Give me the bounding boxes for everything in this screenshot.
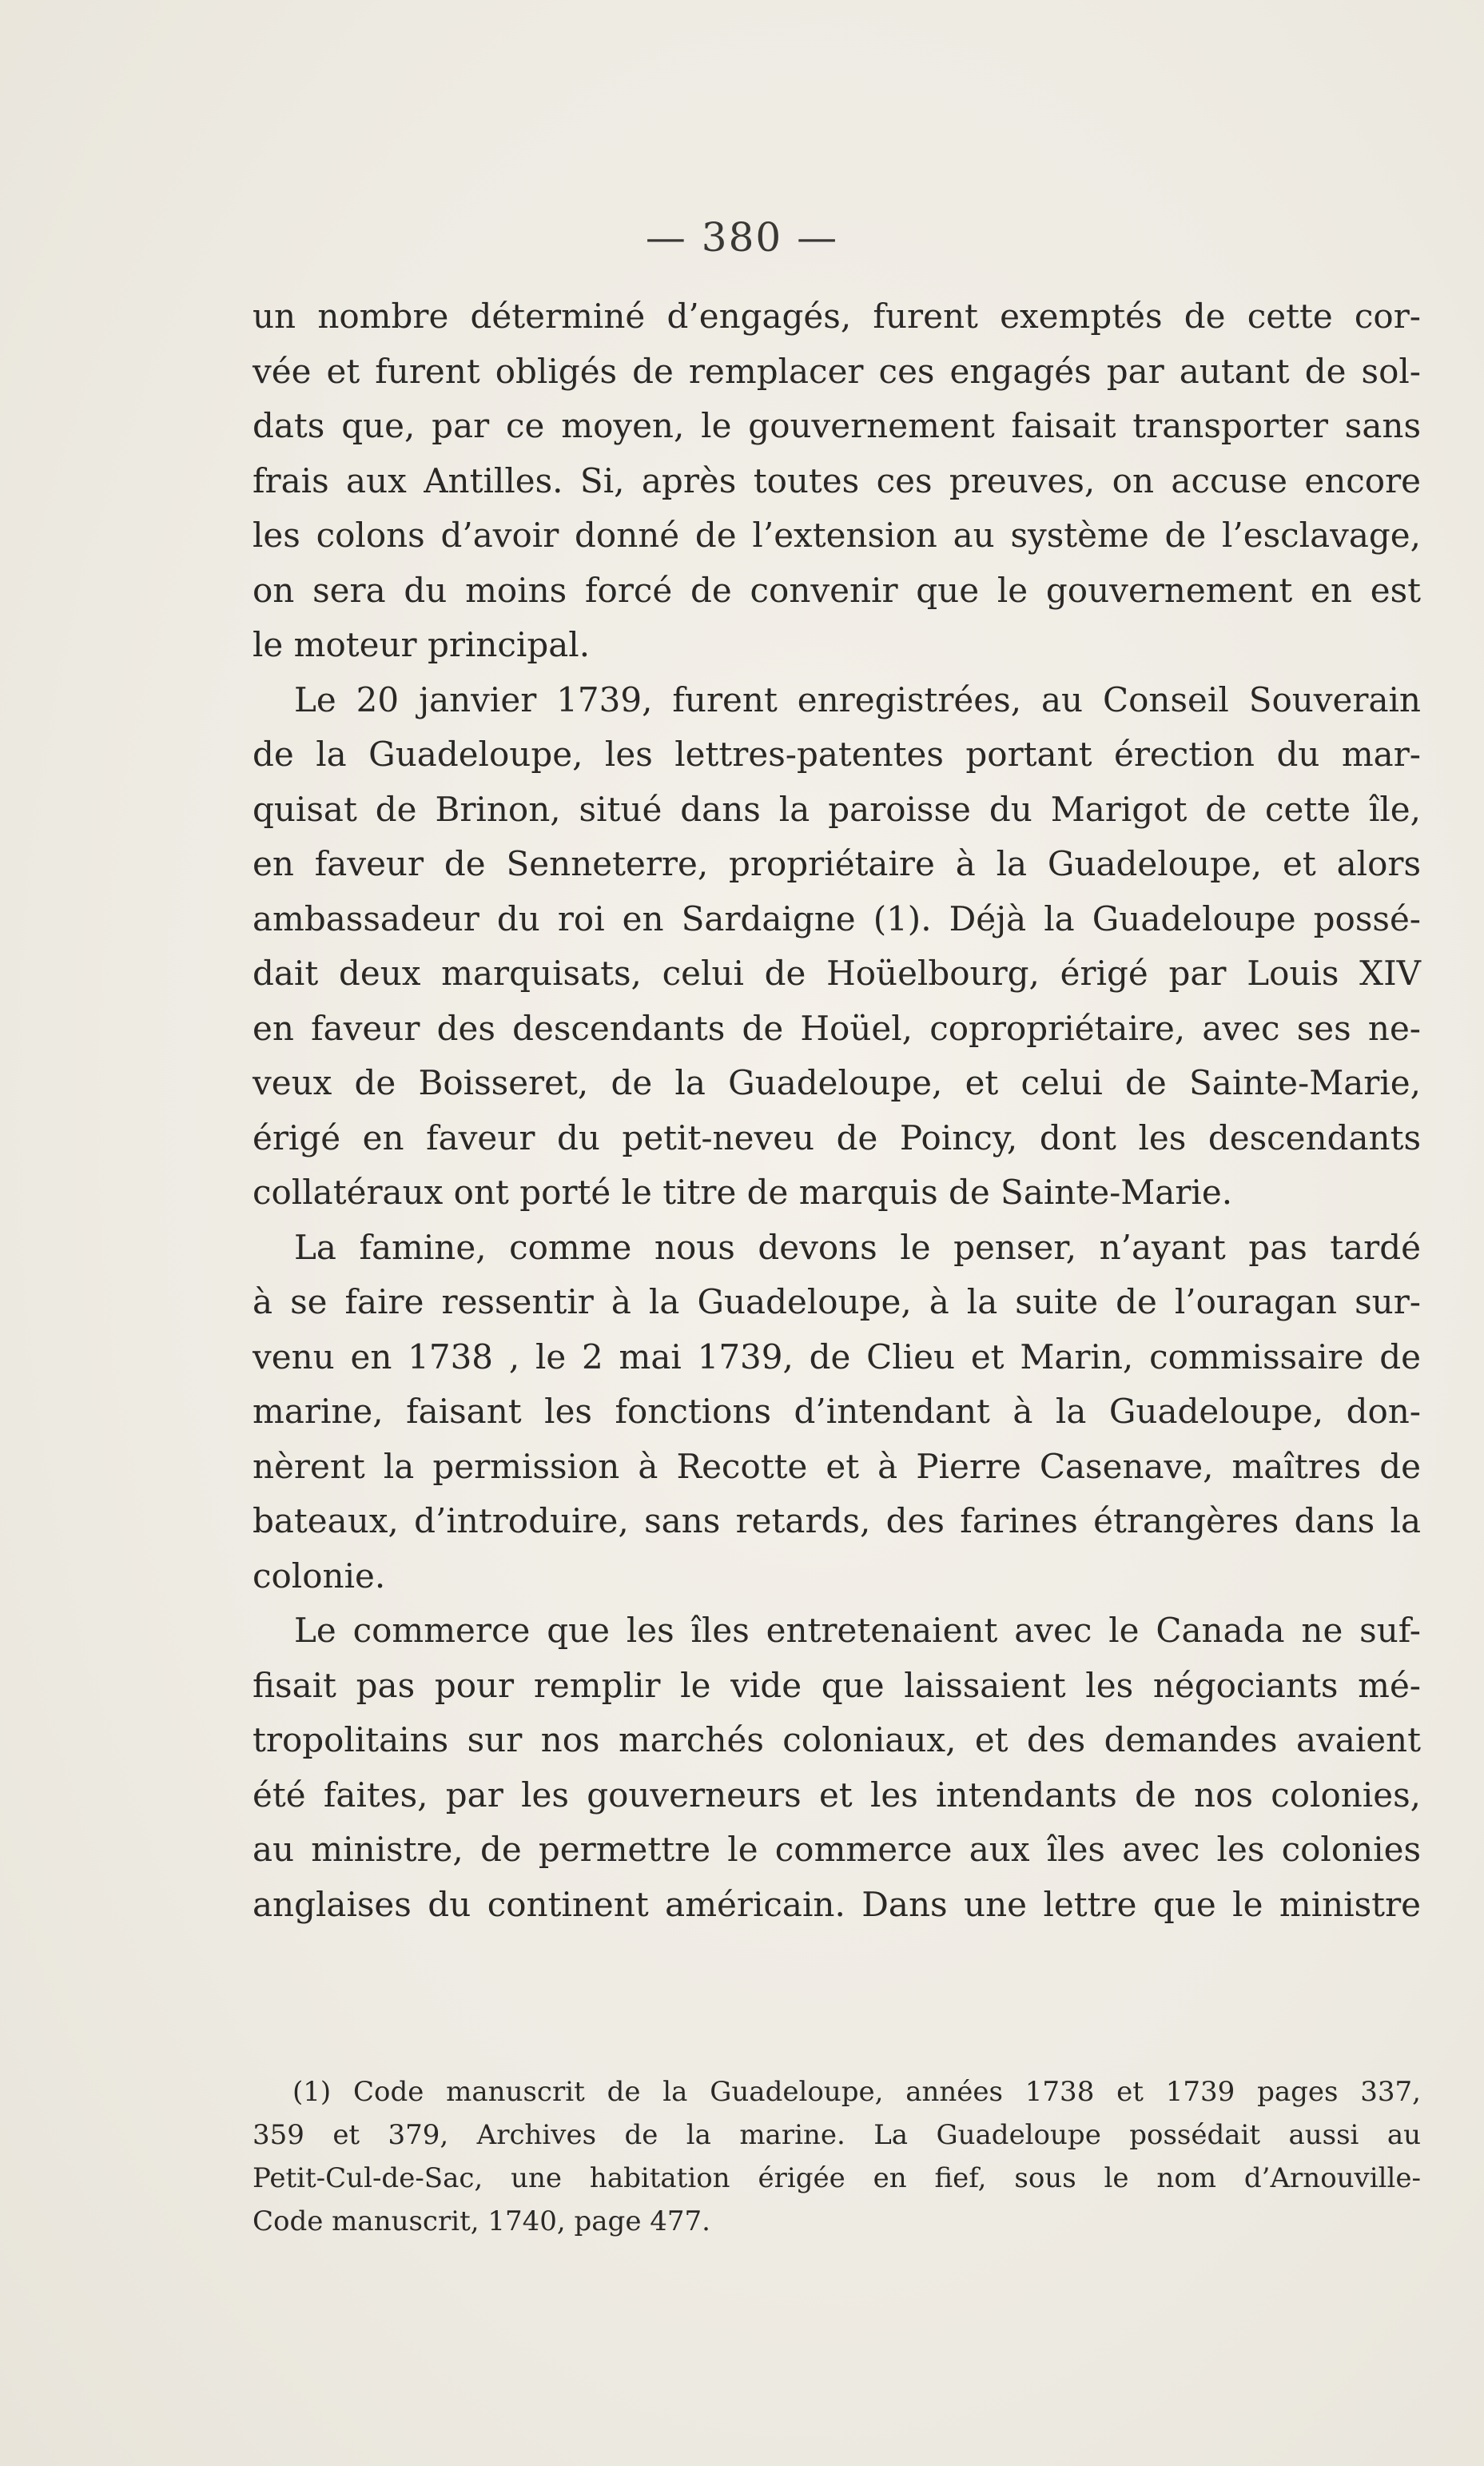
- body-text: [253, 289, 1421, 1932]
- text-line: La famine, comme nous devons le penser, n’ayant pas tardé: [294, 1227, 1421, 1267]
- footnote-line: Code manuscrit, 1740, page 477.: [253, 2205, 710, 2237]
- text-line: tropolitains sur nos marchés coloniaux, et des demandes avaient: [253, 1720, 1421, 1759]
- footnote-line: (1) Code manuscrit de la Guadeloupe, années 1738 et 1739 pages 337,: [292, 2076, 1421, 2108]
- text-line: un nombre déterminé d’engagés, furent exemptés de cette cor-: [253, 297, 1421, 336]
- text-line: veux de Boisseret, de la Guadeloupe, et celui de Sainte-Marie,: [253, 1063, 1421, 1102]
- text-line: on sera du moins forcé de convenir que le gouvernement en est: [253, 570, 1421, 610]
- text-line: ambassadeur du roi en Sardaigne (1). Déjà la Guadeloupe possé-: [253, 898, 1421, 938]
- text-line: Le 20 janvier 1739, furent enregistrées, au Conseil Souverain: [294, 679, 1421, 719]
- footnotes: [253, 2070, 1421, 2243]
- text-line: le moteur principal.: [253, 625, 591, 664]
- text-line: nèrent la permission à Recotte et à Pierre Casenave, maîtres de: [253, 1446, 1421, 1486]
- text-line: fisait pas pour remplir le vide que laissaient les négociants mé-: [253, 1665, 1421, 1705]
- text-line: Le commerce que les îles entretenaient avec le Canada ne suf-: [294, 1611, 1421, 1650]
- text-line: vée et furent obligés de remplacer ces engagés par autant de sol-: [253, 351, 1421, 391]
- text-line: en faveur de Senneterre, propriétaire à la Guadeloupe, et alors: [253, 844, 1421, 883]
- text-line: érigé en faveur du petit-neveu de Poincy, dont les descendants: [253, 1117, 1421, 1157]
- text-line: anglaises du continent américain. Dans une lettre que le ministre: [253, 1884, 1421, 1924]
- text-line: été faites, par les gouverneurs et les intendants de nos colonies,: [253, 1775, 1421, 1815]
- text-line: au ministre, de permettre le commerce aux îles avec les colonies: [253, 1830, 1421, 1869]
- page-number: — 380 —: [645, 214, 839, 261]
- text-line: marine, faisant les fonctions d’intendant à la Guadeloupe, don-: [253, 1392, 1421, 1431]
- footnote-line: 359 et 379, Archives de la marine. La Guadeloupe possédait aussi au: [253, 2119, 1421, 2151]
- text-line: venu en 1738 , le 2 mai 1739, de Clieu et Marin, commissaire de: [253, 1337, 1421, 1376]
- text-line: colonie.: [253, 1556, 386, 1596]
- text-line: à se faire ressentir à la Guadeloupe, à la suite de l’ouragan sur-: [253, 1282, 1421, 1321]
- text-line: quisat de Brinon, situé dans la paroisse du Marigot de cette île,: [253, 789, 1421, 829]
- text-line: en faveur des descendants de Hoüel, copropriétaire, avec ses ne-: [253, 1008, 1421, 1048]
- text-line: collatéraux ont porté le titre de marquis de Sainte-Marie.: [253, 1173, 1233, 1212]
- text-line: les colons d’avoir donné de l’extension au système de l’esclavage,: [253, 516, 1421, 555]
- text-line: dait deux marquisats, celui de Hoüelbourg, érigé par Louis XIV: [253, 954, 1421, 993]
- text-line: dats que, par ce moyen, le gouvernement faisait transporter sans: [253, 406, 1421, 445]
- footnote-line: Petit-Cul-de-Sac, une habitation érigée en fief, sous le nom d’Arnouville-: [253, 2162, 1421, 2194]
- text-line: frais aux Antilles. Si, après toutes ces preuves, on accuse encore: [253, 460, 1421, 500]
- text-line: bateaux, d’introduire, sans retards, des farines étrangères dans la: [253, 1501, 1421, 1540]
- text-line: de la Guadeloupe, les lettres-patentes portant érection du mar-: [253, 735, 1421, 774]
